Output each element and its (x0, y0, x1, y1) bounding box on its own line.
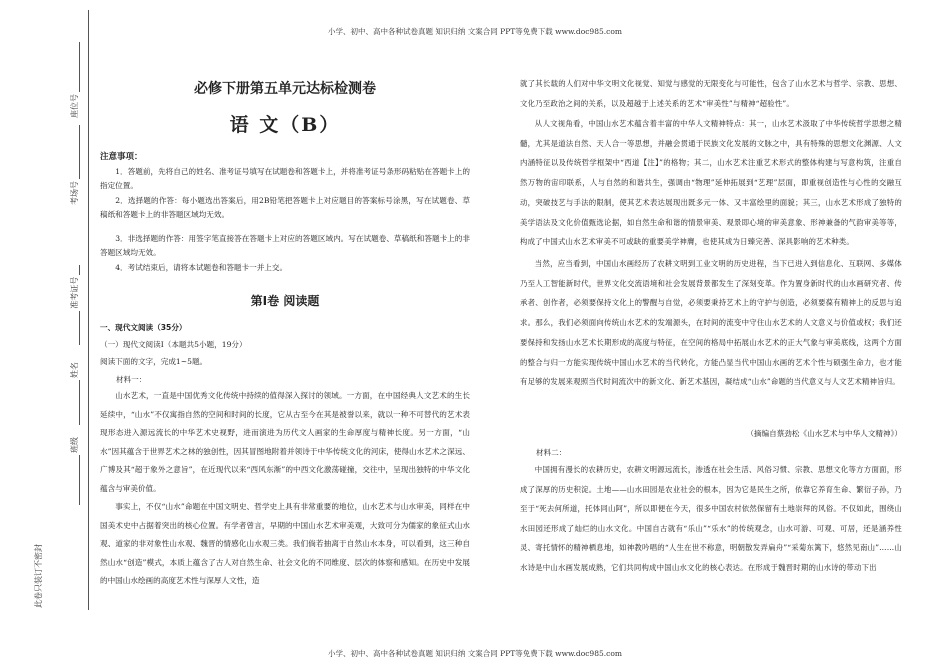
material2-paragraph-1: 中国拥有漫长的农耕历史，农耕文明源远流长，渗透在社会生活、风俗习惯、宗教、思想文化等方方面面，形成了深厚的历史积淀。土地——山水田园是农业社会的根本，因为它是民生之所，依靠它养育生命、繁衍子孙，乃至于“死去何所道，托体同山阿”，所以即便在今天，很多中国农村依然保留有土地崇拜的风俗。不仅如此，围绕山水田园还形成了灿烂的山水文化。中国自古就有“乐山”“乐水”的传统观念，山水可游、可观、可居，还是涵养性灵、寄托情怀的精神栖息地，如神教吟唱的“人生在世不称意，明朝散发弄扁舟”“采菊东篱下，悠然见南山”……山水诗是中山水画发展成熟，它们共同构成中国山水文化的核心表达。在形成于魏晋时期的山水诗的带动下出 (520, 465, 902, 572)
ticket-number-line-2 (69, 265, 80, 275)
section-title: 第Ⅰ卷 阅读题 (250, 294, 320, 308)
ticket-number-label: 准考证号 (70, 276, 79, 309)
material1-paragraph-3: 从人文视角看，中国山水艺术蕴含着丰富的中华人文精神特点：其一，山水艺术汲取了中华传统哲学思想之精髓，尤其是道法自然、天人合一等思想，并融会贯通于民族文化发展的文脉之中，具有特殊的思想文化渊源、人文内涵特征以及传统哲学框架中“西道【注】”的格物；其二，山水艺术注重艺术形式的整体构建与写意构筑，注重自然万物的宙印联系，人与自然的和谐共生，强调由“物理”延伸拓展到“艺理”层面，即重视创造性与心性的交融互动，突破技艺与手法的限制，使其艺术表达展现出既多元一体、又丰富绘里的面貌；其三，山水艺术形成了独特的美学语法及文化价值甄选论据，如自然生命和谐的情景审美、观景即心境的审美意象、形神兼备的气韵审美等等，构成了中国式山水艺术审美不可或缺的重要美学神膺，也使其成为日臻完善、深具影响的艺术种类。 (520, 119, 902, 247)
class-line (69, 455, 80, 505)
ticket-number-field (66, 265, 80, 345)
material1-paragraph-2: 事实上，不仅“山水”命题在中国文明史、哲学史上具有非常重要的地位，山水艺术与山水审美，同样在中国美术史中占据着突出的核心位置。有学者曾言，早期的中国山水艺术审美观，大致可分为儒家的象征式山水观、道家的非对象性山水观、魏晋的情感化山水观三类。我们倘若抽离于自然山水本身，可以看到，这三种自然山水“创造”模式，本质上蕴含了古人对自然生命、社会文化的不同维度、层次的体察和感知。在历史中发展的中国山水绘画的高度艺术性与深厚人文性，造 (100, 502, 470, 586)
notice-item-4: 4．考试结束后，请将本试题卷和答题卡一并上交。 (115, 263, 288, 272)
page-header-banner: 小学、初中、高中各种试卷真题 知识归纳 文案合同 PPT等免费下载 www.doc985.com (328, 27, 622, 36)
subject-title: 语 文（B） (229, 114, 341, 136)
seat-number-line (69, 42, 80, 92)
exam-room-label: 考场号 (70, 181, 79, 205)
seat-number-label: 座位号 (70, 94, 79, 118)
binding-line (88, 10, 89, 610)
notice-item-3: 3．非选择题的作答：用签字笔直接答在答题卡上对应的答题区域内。写在试题卷、草稿纸和答题卡上的非答题区域均无效。 (100, 234, 470, 258)
reading-instruction: 阅读下面的文字，完成1~5题。 (100, 357, 208, 366)
name-field (66, 345, 80, 425)
exam-title: 必修下册第五单元达标检测卷 (194, 81, 376, 97)
notice-item-2: 2．选择题的作答：每小题选出答案后，用2B铅笔把答题卡上对应题目的答案标号涂黑，写在试题卷、草稿纸和答题卡上的非答题区域均无效。 (100, 196, 470, 220)
part1-heading: 一、现代文阅读（35分） (100, 323, 187, 332)
material1-continued: 就了其长载的人们对中华文明文化视觉、知觉与感觉的无限变化与可能性，包含了山水艺术与哲学、宗教、思想、文化乃至政治之间的关系，以及超越于上述关系的艺术“审美性”与精神“超验性”。 (520, 79, 902, 108)
notice-heading: 注意事项： (100, 152, 143, 162)
material2-label: 材料二： (536, 448, 567, 457)
material1-label: 材料一： (116, 375, 147, 384)
seal-notice-text: 此卷只装订不密封 (34, 544, 43, 608)
material1-source: （摘编自蔡劲松《山水艺术与中华人文精神》） (746, 429, 902, 438)
part1-subheading: （一）现代文阅读Ⅰ（本题共5小题，19分） (100, 340, 247, 349)
class-label: 班级 (70, 437, 79, 453)
notice-item-1: 1．答题前，先将自己的姓名、准考证号填写在试题卷和答题卡上，并将准考证号条形码粘贴在答题卡上的指定位置。 (100, 167, 470, 191)
seal-notice (30, 508, 44, 608)
material1-paragraph-4: 当然，应当看到，中国山水画经历了农耕文明到工业文明的历史进程，当下已进入到信息化、互联网、多媒体乃至人工智能新时代，世界文化交流语境和社会发展背景都发生了深刻变革。作为置身新时代的山水画研究者、传承者、创作者，必须要保持文化上的警醒与自觉，必须要秉持艺术上的守护与创造，必须要葆有精神上的反思与追求。那么，我们必须面向传统山水艺术的发端源头，在时间的流变中守住山水艺术的人文意义与价值或权；我们还要保持和发扬山水艺术长期形成的高度与特征，在空间的格局中拓展山水艺术的正大气象与审美底线，这两个方面的整合与归一方能实现传统中国山水艺术的当代转化，方能凸显当代中国山水画的艺术个性与硕强生命力，也才能有足够的发展来观照当代时间流次中的新文化、新艺术基因，凝结成“山水”命题的当代意义与人文艺术精神旨归。 (520, 259, 902, 387)
exam-room-line (69, 125, 80, 179)
material1-paragraph-1: 山水艺术，一直是中国优秀文化传统中持续的值得深入探讨的领域。一方面，在中国经典人文艺术的生长延续中，“山水”不仅寓指自然的空间和时间的长度，它从古至今在其是被誉以来，就以一种不可替代的艺术表现形态进入源远流长的中华艺术史视野，进而演进为历代文人画家的生命厚度与精神长度。另一方面，“山水”因其蕴含于世界艺术之林的独创性，因其冒图地附着并领诗于中华传统文化的河床，使得山水艺术之深远、广博及其“超于象外之意旨”，在近现代以来“西风东渐”的中西文化激荡碰撞，交往中，呈现出独特的中华文化蕴含与审美价值。 (100, 391, 470, 493)
page-footer-banner: 小学、初中、高中各种试卷真题 知识归纳 文案合同 PPT等免费下载 www.doc985.com (328, 649, 622, 658)
class-field (66, 425, 80, 505)
name-label: 姓名 (70, 362, 79, 378)
exam-room-field (66, 125, 80, 205)
binding-margin (0, 0, 95, 672)
ticket-number-line (69, 311, 80, 345)
seat-number-field (66, 38, 80, 118)
name-line (69, 380, 80, 425)
